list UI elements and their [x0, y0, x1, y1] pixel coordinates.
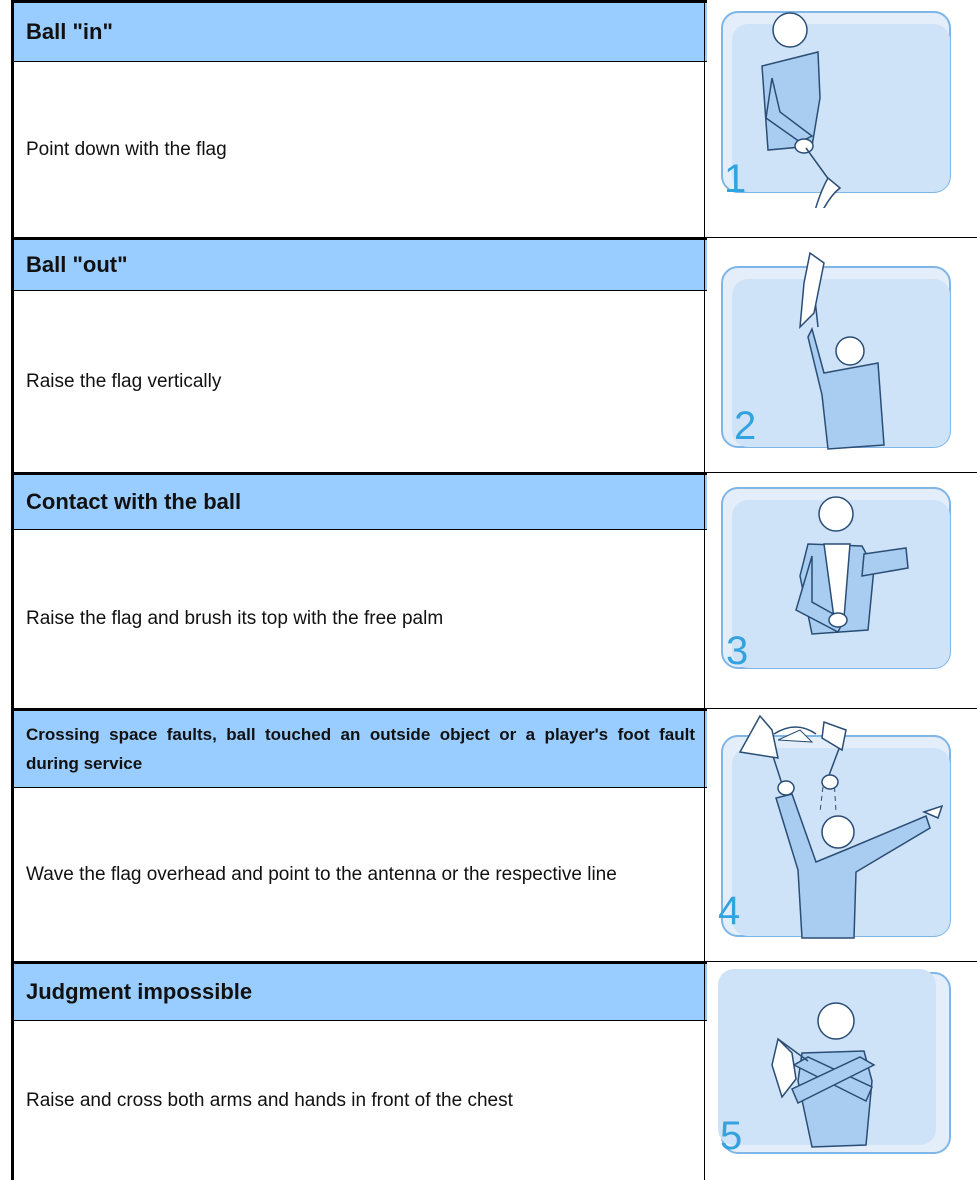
signal-title: Crossing space faults, ball touched an outside object or a player's foot fault during service: [14, 708, 707, 788]
signal-title: Ball "out": [14, 237, 707, 291]
signal-row-5: [0, 961, 977, 1180]
row-border: [704, 472, 977, 473]
signal-number: 3: [726, 629, 749, 673]
signal-text-cell: [11, 472, 707, 708]
signal-illustration: [716, 969, 952, 1169]
signal-description: Wave the flag overhead and point to the antenna or the respective line: [26, 863, 617, 885]
signal-title: Judgment impossible: [14, 961, 707, 1021]
signal-text-cell: [11, 0, 707, 237]
signal-illustration: [716, 712, 952, 952]
signal-row-3: [0, 472, 977, 708]
divider: [704, 708, 705, 961]
signal-text-cell: [11, 237, 707, 472]
signal-illustration: [716, 8, 952, 208]
signal-row-1: [0, 0, 977, 237]
row-border: [704, 708, 977, 709]
signal-title: Ball "in": [14, 0, 707, 62]
signal-text-cell: [11, 708, 707, 961]
signal-number: 4: [718, 889, 741, 933]
signal-number: 1: [724, 157, 747, 201]
divider: [704, 472, 705, 708]
signal-description: Raise the flag vertically: [26, 370, 222, 392]
signal-description: Raise the flag and brush its top with the free palm: [26, 608, 444, 629]
signal-number: 5: [720, 1114, 743, 1158]
signal-text-cell: [11, 961, 707, 1180]
signal-description: Point down with the flag: [26, 138, 227, 160]
signal-number: 2: [734, 404, 757, 448]
divider: [704, 237, 705, 472]
signal-description: Raise and cross both arms and hands in front of the chest: [26, 1089, 513, 1111]
divider: [704, 0, 705, 237]
divider: [704, 961, 705, 1180]
signal-illustration: [716, 486, 952, 686]
signal-illustration: [716, 245, 952, 460]
row-border: [704, 961, 977, 962]
signal-row-4: [0, 708, 977, 961]
row-border: [704, 237, 977, 238]
signal-title: Contact with the ball: [14, 472, 707, 530]
signal-row-2: [0, 237, 977, 472]
